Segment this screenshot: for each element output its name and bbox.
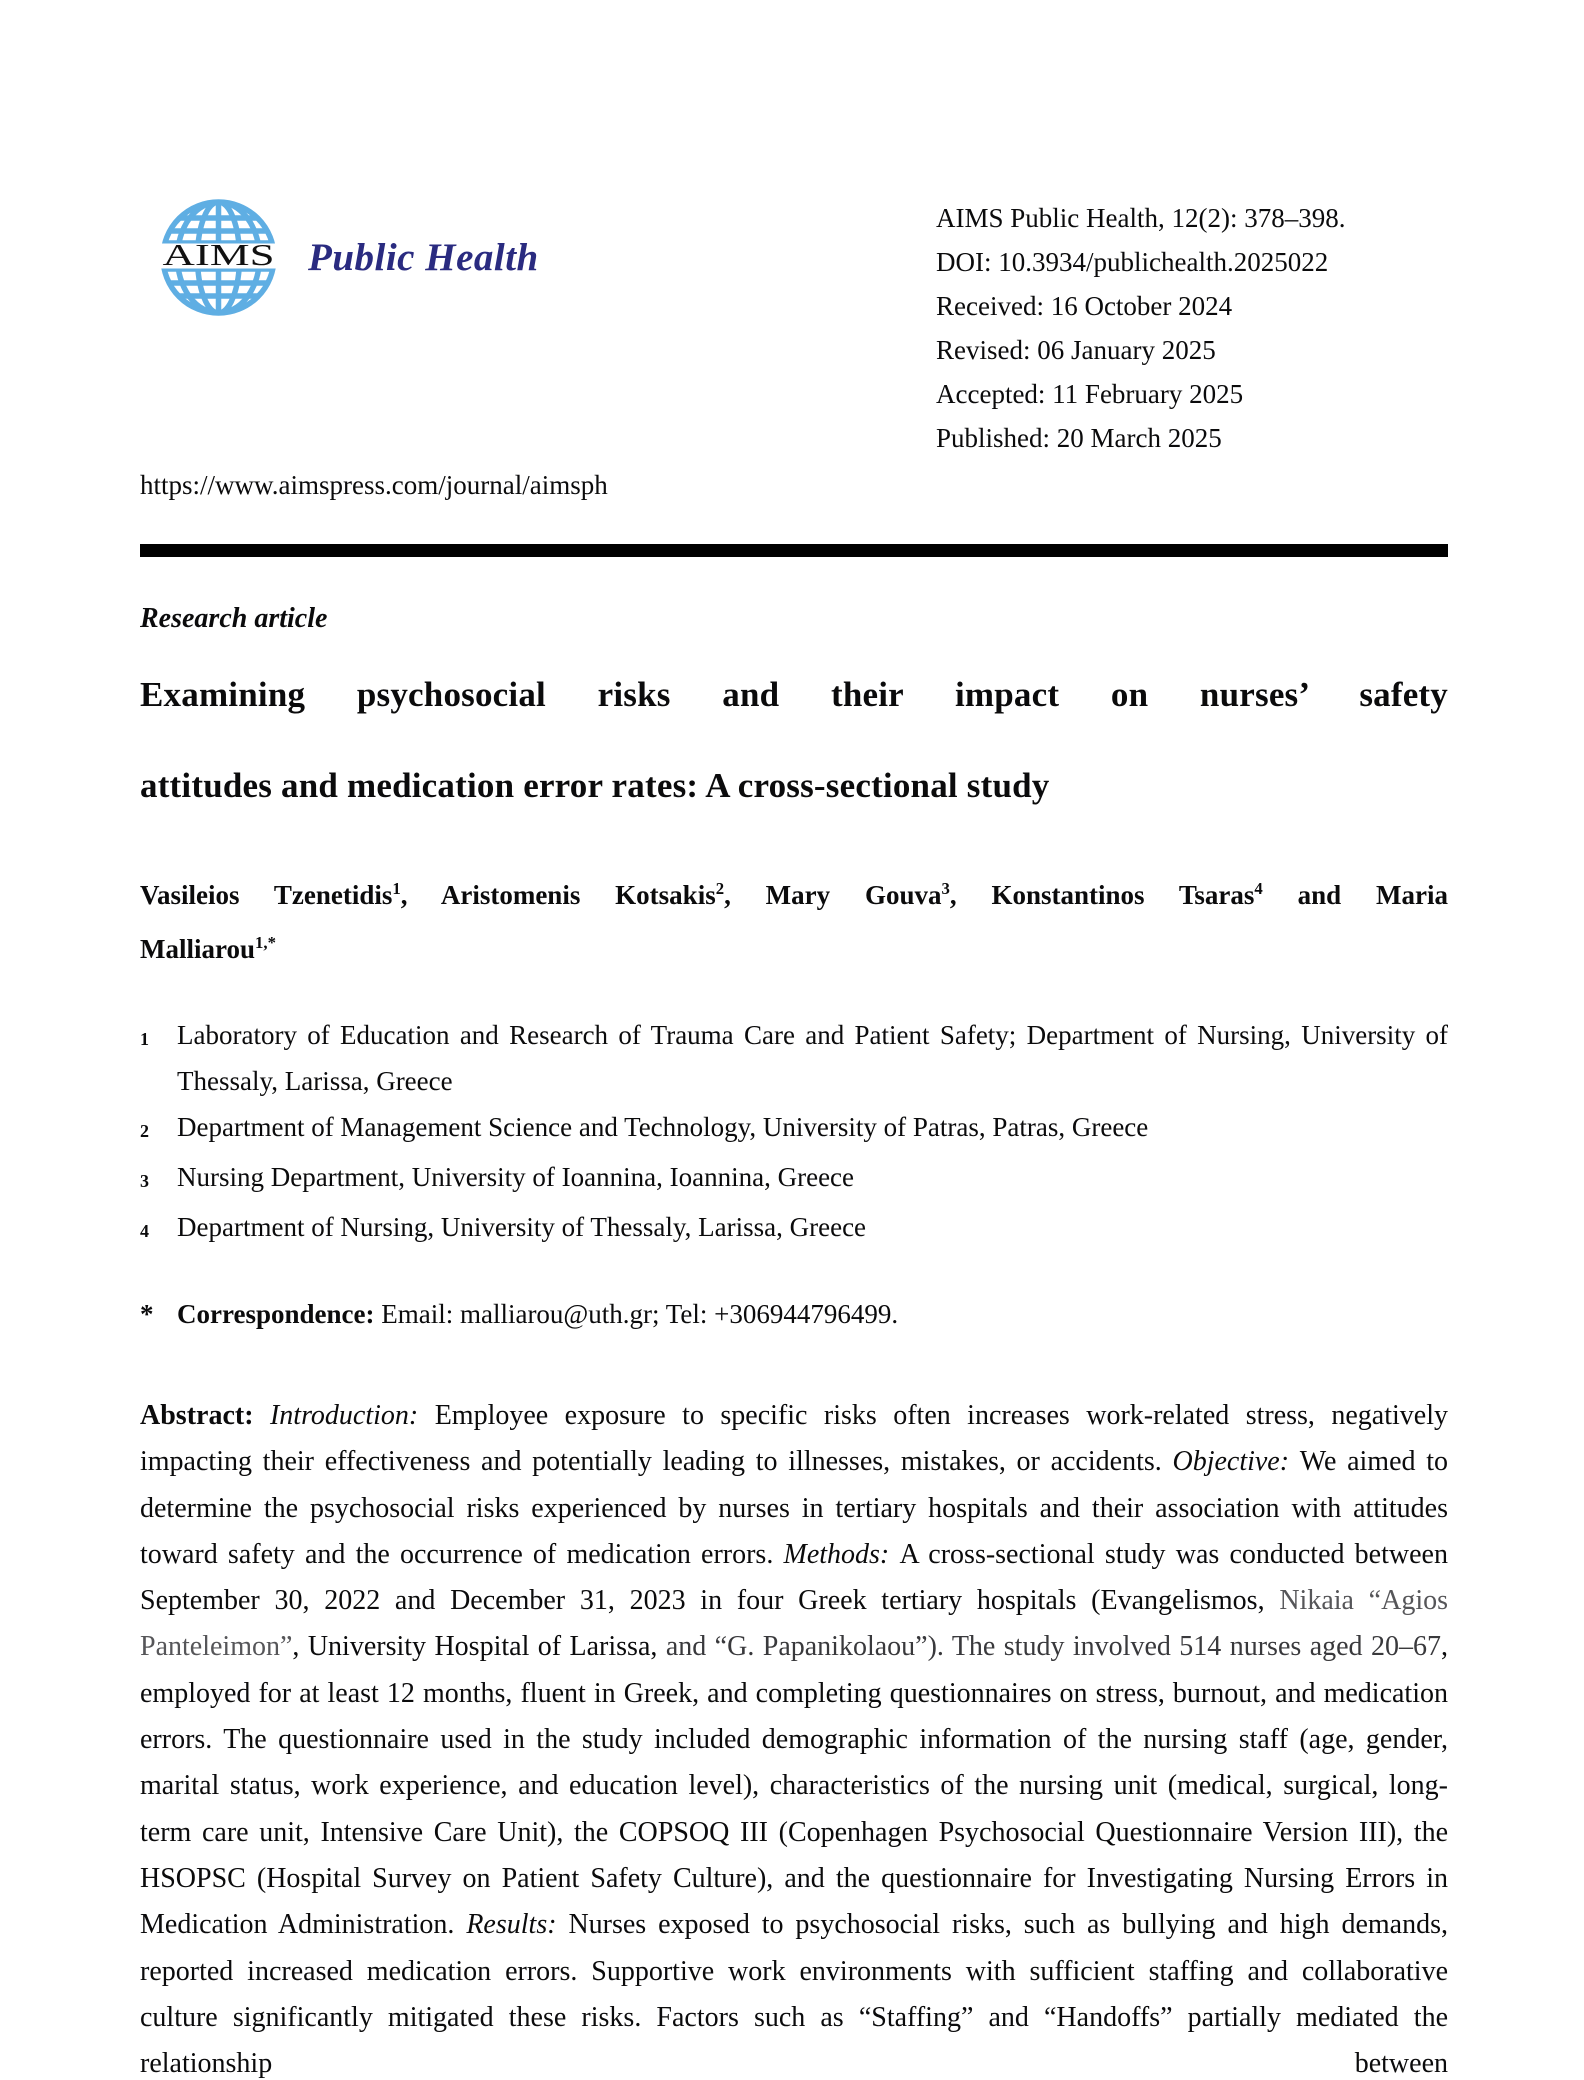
received-line: Received: 16 October 2024: [936, 291, 1233, 321]
logo-acronym: AIMS: [162, 237, 275, 272]
journal-logo: [157, 196, 539, 319]
journal-header: [140, 196, 1448, 460]
affiliation-text: Department of Management Science and Technology, University of Patras, Patras, Greece: [177, 1112, 1149, 1142]
citation-line: AIMS Public Health, 12(2): 378–398.: [936, 203, 1346, 233]
affiliation-text: Nursing Department, University of Ioannina, Ioannina, Greece: [177, 1162, 855, 1192]
article-metadata: [936, 196, 1448, 460]
published-line: Published: 20 March 2025: [936, 423, 1222, 453]
affiliation-item: [140, 1104, 1448, 1154]
affiliation-list: [140, 1012, 1448, 1254]
title-line-1: Examining psychosocial risks and their impact on nurses’ safety: [140, 675, 1448, 714]
affiliation-item: [140, 1204, 1448, 1254]
article-type-label: Research article: [140, 603, 328, 634]
revised-line: Revised: 06 January 2025: [936, 335, 1216, 365]
doi-line: DOI: 10.3934/publichealth.2025022: [936, 247, 1329, 277]
affiliation-number: 3: [140, 1171, 149, 1191]
globe-icon: [157, 196, 280, 319]
article-title: [140, 649, 1448, 831]
correspondence-label: Correspondence:: [177, 1299, 375, 1329]
abstract-paragraph: Abstract: Introduction: Employee exposure to specific risks often increases work-related stress, negatively impacting their effectiveness and potentially leading to illnesses, mistakes, or accidents. Objective: We aimed to determine the psychosocial risks experienced by nurses in tertiary hospitals and their association with attitudes toward safety and the occurrence of medication errors. Methods: A cross-sectional study was conducted between September 30, 2022 and December 31, 2023 in four Greek tertiary hospitals (Evangelismos, Nikaia “Agios Panteleimon”, University Hospital of Larissa, and “G. Papanikolaou”). The study involved 514 nurses aged 20–67, employed for at least 12 months, fluent in Greek, and completing questionnaires on stress, burnout, and medication errors. The questionnaire used in the study included demographic information of the nursing staff (age, gender, marital status, work experience, and education level), characteristics of the nursing unit (medical, surgical, long-term care unit, Intensive Care Unit), the COPSOQ III (Copenhagen Psychosocial Questionnaire Version III), the HSOPSC (Hospital Survey on Patient Safety Culture), and the questionnaire for Investigating Nursing Errors in Medication Administration. Results: Nurses exposed to psychosocial risks, such as bullying and high demands, reported increased medication errors. Supportive work environments with sufficient staffing and collaborative culture significantly mitigated these risks. Factors such as “Staffing” and “Handoffs” partially mediated the relationship between: [140, 1400, 1449, 2080]
journal-name: Public Health: [308, 236, 539, 279]
affiliation-text: Laboratory of Education and Research of Trauma Care and Patient Safety; Department of Nursing, University of Thessaly, Larissa, Greece: [177, 1020, 1448, 1096]
correspondence-text: [177, 1291, 1448, 1337]
author-list: [140, 865, 1448, 973]
correspondence: [140, 1291, 1448, 1337]
journal-url[interactable]: https://www.aimspress.com/journal/aimsph: [140, 470, 608, 500]
affiliation-number: 2: [140, 1121, 149, 1141]
affiliation-text: Department of Nursing, University of Thessaly, Larissa, Greece: [177, 1212, 867, 1242]
correspondence-contact: Email: malliarou@uth.gr; Tel: +306944796499.: [374, 1299, 899, 1329]
divider-rule: [140, 544, 1448, 557]
affiliation-item: [140, 1012, 1448, 1104]
affiliation-item: [140, 1154, 1448, 1204]
affiliation-number: 4: [140, 1221, 149, 1241]
title-line-2: attitudes and medication error rates: A cross-sectional study: [140, 766, 1050, 805]
affiliation-number: 1: [140, 1029, 149, 1049]
authors-line-1: Vasileios Tzenetidis$^1$, Aristomenis Kotsakis$^2$, Mary Gouva$^3$, Konstantinos Tsaras$^4$ and Maria: [140, 879, 1448, 910]
authors-line-2: Malliarou$^{1,*}$: [140, 933, 276, 964]
correspondence-marker: *: [140, 1299, 154, 1329]
accepted-line: Accepted: 11 February 2025: [936, 379, 1244, 409]
